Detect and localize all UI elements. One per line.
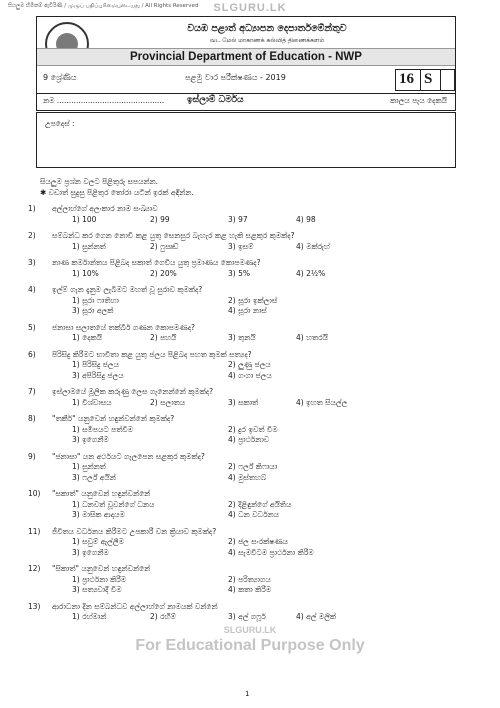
answer-option[interactable]: 2) සලාතය bbox=[150, 397, 186, 407]
answer-option[interactable]: 1) සමීපයට පත්වීම bbox=[72, 424, 134, 434]
duration-label: කාලය පැය දෙකයි bbox=[390, 96, 447, 105]
copyright-note: සියලුම හිමිකම් ඇවිරිණි / முழுப் பதிப்புரிமையுடையது / All Rights Reserved bbox=[8, 3, 199, 9]
answer-option[interactable]: 4) ධන වර්ධනය bbox=[228, 510, 280, 519]
code-divider bbox=[440, 70, 441, 90]
answer-option[interactable]: 3) අපිරිසිදු ජලය bbox=[72, 370, 124, 380]
answer-option[interactable]: 3) තුනයි bbox=[228, 333, 256, 342]
watermark-bottom: For Educational Purpose Only bbox=[135, 637, 365, 654]
answer-option[interactable]: 2) ෆුඍඩ් bbox=[150, 241, 179, 251]
question-text: නාණ කර්මාන්තය පිළිබද සකාත් ගෙවිය යුතු ප්‍රමාණය කොපමණද? bbox=[52, 258, 261, 267]
question-number: 3) bbox=[28, 258, 36, 267]
subject-title: ඉස්ලාම් ධර්මය bbox=[187, 95, 244, 105]
exam-header bbox=[36, 16, 456, 94]
answer-option[interactable]: 3) සකාත් bbox=[228, 397, 259, 407]
question-text: සම්බන්ධ කර ගෙන නොවී කළ යුතු සෙනසුර බැහැර කළ හැකි සළකුර කුමක්ද? bbox=[52, 231, 295, 240]
answer-option[interactable]: 1) සුන්නත් bbox=[72, 462, 106, 471]
question-item bbox=[28, 414, 478, 446]
question-item bbox=[28, 489, 478, 521]
question-text: ඉස්ලාමයේ මූලික කරුණු ලෙස ගැනෙන්නේ කුමක්ද? bbox=[52, 387, 214, 396]
answer-option[interactable]: 4) අල් මලික් bbox=[296, 612, 337, 621]
answer-option[interactable]: 2) ලුණු ජලය bbox=[228, 360, 271, 369]
question-text: ආරාධනා දින සම්බන්ධව අල්ලාහ්ගේ නාමයක් වන්නේ bbox=[52, 601, 218, 611]
answer-option[interactable]: 3) 5% bbox=[228, 268, 250, 278]
instructions-box bbox=[36, 112, 456, 168]
question-item bbox=[28, 285, 478, 317]
answer-option[interactable]: 4) මුස්තහබ් bbox=[228, 472, 267, 482]
note-line: ✱ වඩාත් සුදුසු පිළිතුර තෝරා යටින් ඉරක් අඳින්න. bbox=[40, 188, 194, 197]
question-number: 2) bbox=[28, 231, 36, 240]
question-number: 7) bbox=[28, 387, 36, 396]
answer-option[interactable]: 4) ප්‍රාර්ථනාව bbox=[228, 435, 270, 444]
question-item bbox=[28, 387, 478, 408]
answer-option[interactable]: 4) හතරයි bbox=[296, 333, 328, 342]
answer-option[interactable]: 1) පිරිසිදු ජලය bbox=[72, 360, 119, 369]
question-text: ජනාසා සලාතයේ තක්බීර් ගණන කොපමණද? bbox=[52, 322, 196, 332]
instructions-label: උපදෙස් : bbox=[45, 119, 75, 128]
watermark-top: SLGURU.LK bbox=[213, 2, 287, 14]
answer-option[interactable]: 4) කතා කිරීම bbox=[228, 585, 272, 594]
answer-option[interactable]: 2) පරිත්‍යාගය bbox=[228, 574, 271, 584]
answer-option[interactable]: 3) සූරා අලක් bbox=[72, 306, 114, 315]
answer-option[interactable]: 1) සූරා ෆාතිහා bbox=[72, 295, 119, 305]
question-item bbox=[28, 527, 478, 559]
question-text: "සිකාත්" යනුවෙන් හඳුන්වන්නේ bbox=[52, 564, 151, 573]
answer-option[interactable]: 1) 10% bbox=[72, 268, 99, 278]
answer-option[interactable]: 3) සත්‍යවාදී වීම bbox=[72, 585, 122, 594]
question-item bbox=[28, 323, 478, 344]
answer-option[interactable]: 3) ෆර්ල් අයින් bbox=[72, 472, 116, 482]
answer-option[interactable]: 1) සුන්නත් bbox=[72, 241, 106, 251]
answer-option[interactable]: 4) මක්රුහ් bbox=[296, 241, 330, 251]
question-item bbox=[28, 204, 478, 225]
question-number: 8) bbox=[28, 414, 36, 423]
question-item bbox=[28, 602, 478, 623]
paper-code-letter: S bbox=[424, 71, 433, 87]
question-item bbox=[28, 564, 478, 596]
question-text: අල්ලාහ්ගේ අලංකාර නාම සංඛ්‍යාව bbox=[52, 204, 158, 213]
name-row bbox=[36, 92, 456, 111]
question-number: 5) bbox=[28, 322, 36, 332]
answer-option[interactable]: 3) ඉසම් bbox=[228, 241, 254, 251]
answer-option[interactable]: 2) ෆර්ල් කිෆායා bbox=[228, 462, 278, 471]
answer-option[interactable]: 1) දෙකයි bbox=[72, 333, 103, 342]
answer-option[interactable]: 1) 100 bbox=[72, 214, 97, 224]
answer-option[interactable]: 4) 2½% bbox=[296, 268, 326, 278]
answer-option[interactable]: 1) විශ්වාසය bbox=[72, 397, 112, 407]
question-text: "ජනාසා" යන අර්ථයට ගැලපෙන සළකුර කුමක්ද? bbox=[52, 451, 205, 461]
question-number: 9) bbox=[28, 451, 36, 461]
question-number: 4) bbox=[28, 285, 36, 294]
department-title-english: Provincial Department of Education - NWP bbox=[37, 48, 455, 66]
answer-option[interactable]: 2) පහයි bbox=[150, 333, 177, 342]
question-number: 11) bbox=[28, 526, 41, 536]
answer-option[interactable]: 2) 99 bbox=[150, 214, 170, 224]
answer-option[interactable]: 2) සූරා ඉක්ලාස් bbox=[228, 295, 278, 305]
question-item bbox=[28, 231, 478, 252]
name-field[interactable]: නම ............................................. bbox=[43, 96, 165, 105]
question-text: ඉල්ම් ගැන දැනුම ලැබීමට මහත් වූ සුරාව කුමක්ද? bbox=[52, 285, 203, 294]
answer-option[interactable]: 4) ගංගා ජලය bbox=[228, 370, 272, 380]
term-label: පළමු වාර පරීක්ෂණය - 2019 bbox=[185, 73, 286, 82]
paper-code-number: 16 bbox=[399, 71, 414, 87]
question-item bbox=[28, 452, 478, 484]
answer-option[interactable]: 3) ඉගෙනීම bbox=[72, 435, 109, 444]
answer-option[interactable]: 4) 98 bbox=[296, 214, 316, 224]
code-divider bbox=[420, 70, 421, 90]
question-text: ජීවිතය වර්ධනය කිරීමට උපකාරී වන ක්‍රියාව කුමක්ද? bbox=[52, 526, 217, 536]
page-number: 1 bbox=[245, 690, 250, 698]
department-title-tamil: வட மேல் மாகாணக் கல்வித் திணைக்களம் bbox=[209, 37, 325, 44]
paper-code-box bbox=[395, 69, 455, 91]
answer-option[interactable]: 3) ඉගෙනීම bbox=[72, 547, 109, 557]
question-number: 1) bbox=[28, 204, 36, 213]
answer-option[interactable]: 1) ප්‍රාර්ථනා කිරීම bbox=[72, 574, 127, 584]
question-text: "සකාත්" යනුවෙන් හඳුන්වන්නේ bbox=[52, 489, 151, 498]
answer-option[interactable]: 2) 20% bbox=[150, 268, 177, 278]
answer-option[interactable]: 1) සවුම් ඇල්ලීම bbox=[72, 537, 124, 546]
answer-option[interactable]: 3) මාසික ආදායම bbox=[72, 510, 125, 519]
question-item bbox=[28, 350, 478, 382]
answer-option[interactable]: 2) රහීම් bbox=[150, 612, 176, 621]
answer-option[interactable]: 4) සැමවිටම ප්‍රාර්ථනා කිරීම bbox=[228, 547, 314, 557]
question-number: 10) bbox=[28, 489, 41, 498]
question-item bbox=[28, 258, 478, 279]
note-line: සියලුම ප්‍රශ්න වලට පිළිතුරු සපයන්න. bbox=[40, 177, 159, 186]
answer-option[interactable]: 4) සූරා නාස් bbox=[228, 306, 267, 315]
answer-option[interactable]: 2) ජල සංරක්ෂණය bbox=[228, 537, 289, 546]
question-number: 13) bbox=[28, 601, 41, 611]
answer-option[interactable]: 3) 97 bbox=[228, 214, 248, 224]
question-number: 12) bbox=[28, 564, 41, 573]
question-number: 6) bbox=[28, 349, 36, 359]
answer-option[interactable]: 3) අල් ගෆූර් bbox=[228, 612, 266, 621]
question-text: "තකීර්" යනුවෙන් හඳුන්වන්නේ කුමක්ද? bbox=[52, 414, 175, 423]
answer-option[interactable]: 2) දුර ඉවත් වීම bbox=[228, 424, 278, 434]
answer-option[interactable]: 1) රහ්මාන් bbox=[72, 612, 107, 621]
grade-label: 9 ශ්‍රේණිය bbox=[43, 73, 77, 82]
department-title-sinhala: වයඹ පළාත් අධ්‍යාපන දෙපාර්තමේන්තුව bbox=[187, 23, 347, 34]
answer-option[interactable]: 2) දිළිඳුන්ගේ අයිතිය bbox=[228, 499, 292, 509]
question-text: පිරිසිදු කිරීමට භාවිතා කළ යුතු ජලය පිළිබද පහත කුමක් සත්‍යද? bbox=[52, 349, 252, 359]
answer-option[interactable]: 4) ඉහත සියල්ල bbox=[296, 397, 348, 407]
watermark-bottom-site: SLGURU.LK bbox=[223, 625, 277, 635]
general-notes bbox=[40, 176, 194, 198]
answer-option[interactable]: 1) ධනවත් වූවන්ගේ ධනය bbox=[72, 499, 155, 509]
